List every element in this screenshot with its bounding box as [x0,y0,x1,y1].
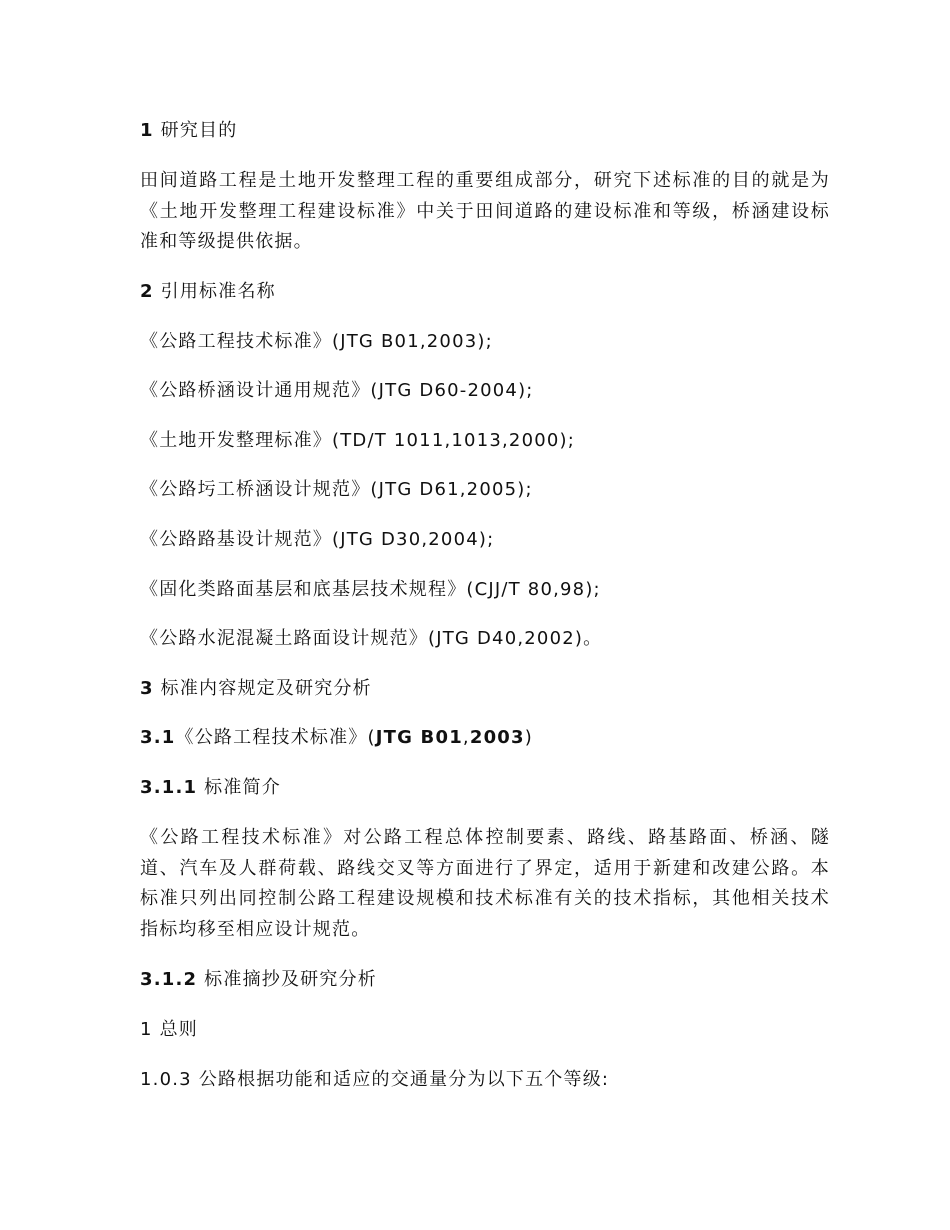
reference-item: 《固化类路面基层和底基层技术规程》(CJJ/T 80,98); [140,579,601,600]
clause-1-0-3: 1.0.3 公路根据功能和适应的交通量分为以下五个等级: [140,1069,610,1090]
reference-item: 《公路路基设计规范》(JTG D30,2004); [140,529,495,550]
section-1-heading [140,116,840,146]
reference-item: 《公路工程技术标准》(JTG B01,2003); [140,331,493,352]
section-title: 标准摘抄及研究分析 [204,969,377,990]
section-number: 2 [140,281,154,302]
standard-intro-paragraph: 《公路工程技术标准》对公路工程总体控制要素、路线、路基路面、桥涵、隧道、汽车及人群荷载、路线交叉等方面进行了界定，适用于新建和改建公路。本标准只列出同控制公路工程建设规模和技术标准有关的技术指标，其他相关技术指标均移至相应设计规范。 [140,827,830,940]
section-number: 3 [140,678,154,699]
section-3-1-2-heading [140,965,840,995]
reference-item: 《公路桥涵设计通用规范》(JTG D60-2004); [140,380,534,401]
section-number: 3.1 [140,727,176,748]
reference-item: 《土地开发整理标准》(TD/T 1011,1013,2000); [140,430,576,451]
section-title: 标准简介 [204,777,281,798]
section-number: 3.1.1 [140,777,198,798]
section-title: 《公路工程技术标准》( [175,727,376,748]
section-2-heading [140,277,840,307]
closing-paren: ) [524,727,533,748]
standard-year: 2003 [469,727,525,748]
section-3-1-heading [140,723,840,753]
section-3-heading [140,674,840,704]
standard-code: JTG B01 [375,727,463,748]
reference-item: 《公路圬工桥涵设计规范》(JTG D61,2005); [140,479,533,500]
purpose-paragraph: 田间道路工程是土地开发整理工程的重要组成部分，研究下述标准的目的就是为《土地开发整理工程建设标准》中关于田间道路的建设标准和等级，桥涵建设标准和等级提供依据。 [140,170,830,252]
section-title: 引用标准名称 [160,281,276,302]
section-number: 1 [140,120,154,141]
section-3-1-1-heading [140,773,840,803]
section-title: 研究目的 [160,120,238,141]
section-number: 3.1.2 [140,969,198,990]
reference-item: 《公路水泥混凝土路面设计规范》(JTG D40,2002)。 [140,628,603,649]
general-heading: 1 总则 [140,1019,198,1040]
separator: , [462,727,470,748]
section-title: 标准内容规定及研究分析 [160,678,372,699]
